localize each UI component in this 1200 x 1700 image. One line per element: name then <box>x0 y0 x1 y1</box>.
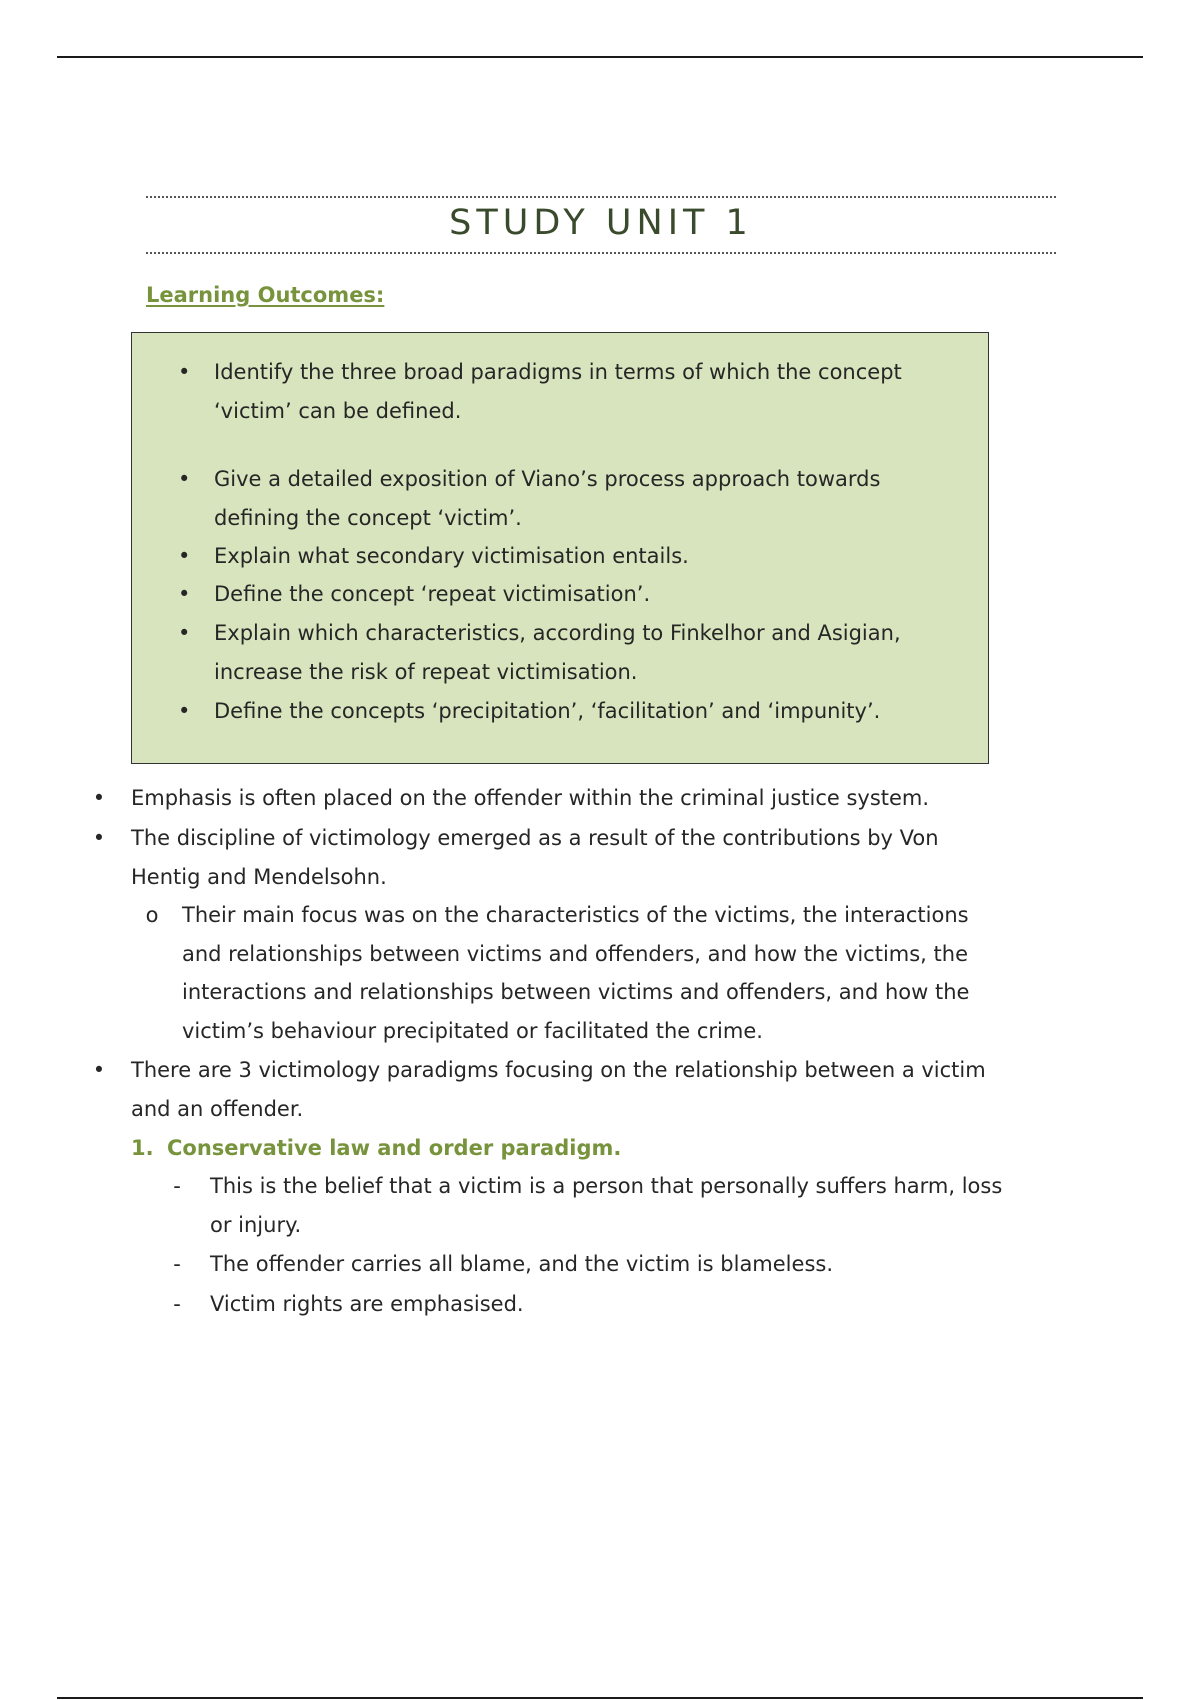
paradigm-title: Conservative law and order paradigm. <box>167 1136 622 1160</box>
body-line: There are 3 victimology paradigms focusing on the relationship between a victim <box>131 1058 986 1082</box>
learning-outcomes-heading: Learning Outcomes: <box>146 283 385 307</box>
outcome-line: increase the risk of repeat victimisation. <box>214 659 638 684</box>
learning-outcomes-box <box>131 332 989 764</box>
dash-bullet-icon: - <box>173 1292 181 1316</box>
body-line: Victim rights are emphasised. <box>210 1292 524 1316</box>
page-top-rule <box>57 56 1143 58</box>
body-line: The offender carries all blame, and the victim is blameless. <box>210 1252 833 1276</box>
outcome-line: Identify the three broad paradigms in terms of which the concept <box>214 360 902 384</box>
title-block <box>146 196 1056 254</box>
dash-bullet-icon: - <box>173 1252 181 1276</box>
body-line: This is the belief that a victim is a person that personally suffers harm, loss <box>210 1174 1003 1198</box>
body-line: and relationships between victims and offenders, and how the victims, the <box>182 941 968 966</box>
paradigm-number: 1. <box>131 1136 154 1160</box>
page-title: STUDY UNIT 1 <box>449 203 753 243</box>
circle-bullet-icon: o <box>145 903 159 927</box>
outcome-line: Explain what secondary victimisation entails. <box>214 544 689 568</box>
outcome-line: Give a detailed exposition of Viano’s process approach towards <box>214 467 881 491</box>
dash-bullet-icon: - <box>173 1174 181 1198</box>
outcome-line: Explain which characteristics, according to Finkelhor and Asigian, <box>214 621 901 645</box>
body-line: Emphasis is often placed on the offender within the criminal justice system. <box>131 786 930 810</box>
bullet-icon: • <box>178 544 191 568</box>
body-line: interactions and relationships between victims and offenders, and how the <box>182 980 970 1004</box>
bullet-icon: • <box>178 467 191 491</box>
bullet-icon: • <box>178 582 191 606</box>
body-line: victim’s behaviour precipitated or facilitated the crime. <box>182 1018 763 1043</box>
page-bottom-rule <box>57 1697 1143 1699</box>
body-line: Their main focus was on the characteristics of the victims, the interactions <box>182 903 969 927</box>
body-line: or injury. <box>210 1212 302 1237</box>
bullet-icon: • <box>178 621 191 645</box>
bullet-icon: • <box>178 360 191 384</box>
body-line: and an offender. <box>131 1096 304 1121</box>
bullet-icon: • <box>92 786 106 810</box>
outcome-line: Define the concepts ‘precipitation’, ‘facilitation’ and ‘impunity’. <box>214 699 881 723</box>
bullet-icon: • <box>92 826 106 850</box>
bullet-icon: • <box>92 1058 106 1082</box>
outcome-line: defining the concept ‘victim’. <box>214 505 522 530</box>
outcome-line: Define the concept ‘repeat victimisation’. <box>214 582 651 606</box>
outcome-line: ‘victim’ can be defined. <box>214 398 462 423</box>
body-line: Hentig and Mendelsohn. <box>131 864 387 889</box>
bullet-icon: • <box>178 699 191 723</box>
body-line: The discipline of victimology emerged as a result of the contributions by Von <box>131 826 939 850</box>
